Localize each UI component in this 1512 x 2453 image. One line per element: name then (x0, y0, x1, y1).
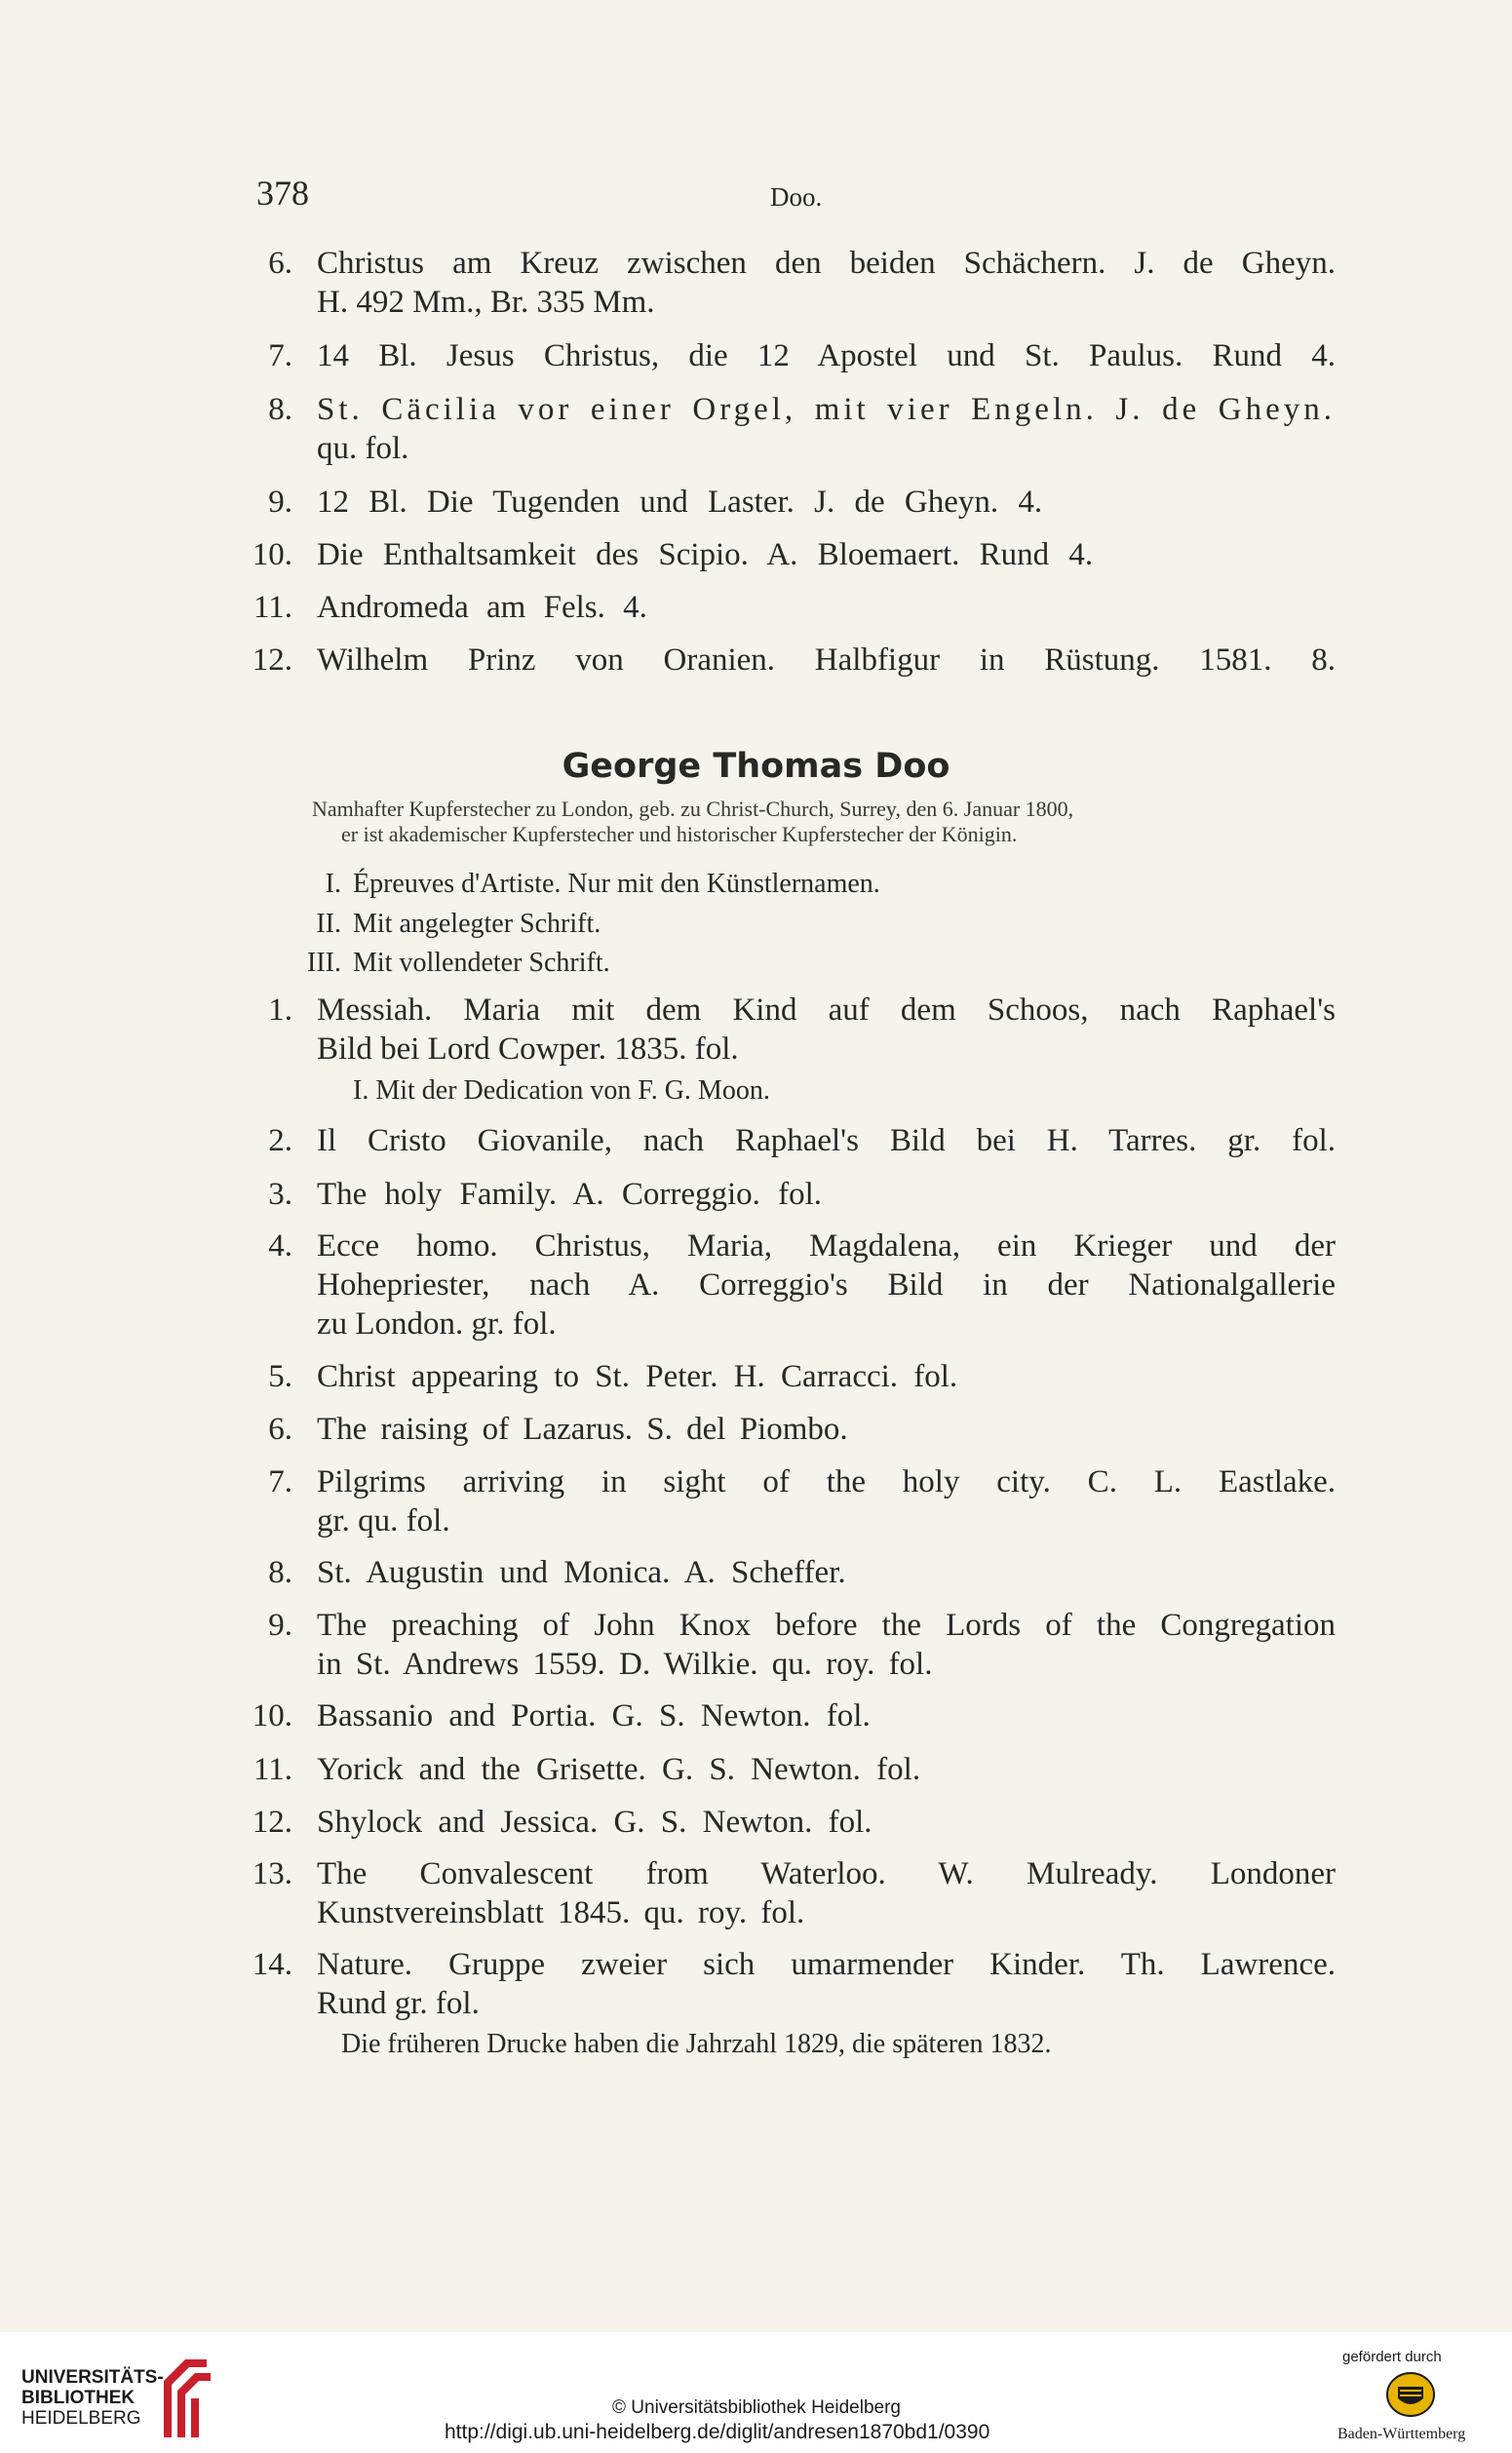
state-text: Épreuves d'Artiste. Nur mit den Künstlernamen. (353, 869, 880, 899)
list-item-line: zu London. gr. fol. (317, 1306, 557, 1342)
state-text: Mit angelegter Schrift. (353, 909, 601, 939)
list-item-line: Christus am Kreuz zwischen den beiden Schächern. J. de Gheyn. (317, 246, 1336, 281)
state-name: Baden-Württemberg (1338, 2426, 1466, 2442)
list-item-number: 10. (252, 537, 292, 572)
list-item-line: qu. fol. (317, 431, 409, 466)
list-item-number: 9. (268, 1608, 292, 1643)
list-item-number: 5. (268, 1359, 292, 1394)
list-item-line: Yorick and the Grisette. G. S. Newton. fol. (317, 1752, 921, 1787)
list-item-number: 1. (268, 993, 292, 1028)
list-item-number: 6. (268, 246, 292, 281)
list-item-number: 13. (252, 1856, 292, 1891)
list-item-subnote: I. Mit der Dedication von F. G. Moon. (353, 1075, 770, 1106)
state-number: I. (325, 869, 341, 899)
library-name-line: HEIDELBERG (21, 2408, 141, 2429)
list-item-line: The raising of Lazarus. S. del Piombo. (317, 1412, 848, 1447)
permalink[interactable]: http://digi.ub.uni-heidelberg.de/diglit/andresen1870bd1/0390 (445, 2421, 990, 2443)
list-item-number: 3. (268, 1177, 292, 1212)
running-title: Doo. (770, 182, 823, 212)
list-item-line: Andromeda am Fels. 4. (317, 590, 647, 625)
closing-note: Die früheren Drucke haben die Jahrzahl 1829, die späteren 1832. (341, 2029, 1052, 2059)
library-name-line: BIBLIOTHEK (21, 2388, 136, 2408)
library-name-line: UNIVERSITÄTS- (21, 2367, 164, 2388)
list-item-line: St. Cäcilia vor einer Orgel, mit vier Engeln. J. de Gheyn. (317, 392, 1336, 427)
copyright-text: © Universitätsbibliothek Heidelberg (612, 2397, 901, 2418)
list-item-line: 14 Bl. Jesus Christus, die 12 Apostel und St. Paulus. Rund 4. (317, 338, 1336, 373)
list-item-number: 7. (268, 338, 292, 373)
list-item-line: Kunstvereinsblatt 1845. qu. roy. fol. (317, 1895, 805, 1930)
list-item-number: 2. (268, 1123, 292, 1158)
list-item-number: 14. (252, 1947, 292, 1982)
library-logo-icon (156, 2352, 214, 2445)
state-text: Mit vollendeter Schrift. (353, 948, 610, 978)
bio-line: Namhafter Kupferstecher zu London, geb. zu Christ-Church, Surrey, den 6. Januar 1800, (312, 797, 1074, 821)
list-item-line: 12 Bl. Die Tugenden und Laster. J. de Gheyn. 4. (317, 485, 1043, 520)
list-item-line: The holy Family. A. Correggio. fol. (317, 1177, 823, 1212)
list-item-line: The preaching of John Knox before the Lords of the Congregation (317, 1608, 1336, 1643)
list-item-line: Wilhelm Prinz von Oranien. Halbfigur in Rüstung. 1581. 8. (317, 642, 1336, 678)
list-item-number: 11. (252, 590, 292, 625)
list-item-number: 11. (252, 1752, 292, 1787)
list-item-line: Hohepriester, nach A. Correggio's Bild in der Nationalgallerie (317, 1267, 1336, 1303)
funded-by-label: gefördert durch (1342, 2349, 1442, 2365)
page-number: 378 (256, 174, 309, 213)
list-item-number: 6. (268, 1412, 292, 1447)
list-item-line: gr. qu. fol. (317, 1503, 450, 1538)
list-item-line: H. 492 Mm., Br. 335 Mm. (317, 285, 655, 320)
list-item-line: The Convalescent from Waterloo. W. Mulready. Londoner (317, 1856, 1336, 1891)
list-item-number: 9. (268, 485, 292, 520)
coat-of-arms-icon (1382, 2369, 1439, 2420)
list-item-line: Nature. Gruppe zweier sich umarmender Kinder. Th. Lawrence. (317, 1947, 1336, 1982)
list-item-number: 7. (268, 1464, 292, 1499)
list-item-number: 12. (252, 642, 292, 678)
list-item-number: 4. (268, 1228, 292, 1264)
list-item-number: 8. (268, 1555, 292, 1590)
section-title: George Thomas Doo (562, 747, 950, 786)
list-item-line: Ecce homo. Christus, Maria, Magdalena, ein Krieger und der (317, 1228, 1336, 1264)
bio-line: er ist akademischer Kupferstecher und historischer Kupferstecher der Königin. (341, 822, 1018, 846)
state-number: II. (316, 909, 341, 939)
list-item-line: Pilgrims arriving in sight of the holy city. C. L. Eastlake. (317, 1464, 1336, 1499)
list-item-line: St. Augustin und Monica. A. Scheffer. (317, 1555, 846, 1590)
list-item-number: 12. (252, 1805, 292, 1840)
list-item-line: in St. Andrews 1559. D. Wilkie. qu. roy. fol. (317, 1647, 933, 1682)
list-item-number: 10. (252, 1698, 292, 1733)
state-number: III. (307, 948, 341, 978)
list-item-line: Christ appearing to St. Peter. H. Carracci. fol. (317, 1359, 958, 1394)
list-item-line: Rund gr. fol. (317, 1986, 480, 2021)
list-item-line: Bassanio and Portia. G. S. Newton. fol. (317, 1698, 871, 1733)
list-item-line: Shylock and Jessica. G. S. Newton. fol. (317, 1805, 872, 1840)
list-item-line: Bild bei Lord Cowper. 1835. fol. (317, 1032, 739, 1067)
library-logo-text[interactable] (21, 2367, 164, 2429)
list-item-line: Die Enthaltsamkeit des Scipio. A. Bloemaert. Rund 4. (317, 537, 1094, 572)
list-item-number: 8. (268, 392, 292, 427)
list-item-line: Il Cristo Giovanile, nach Raphael's Bild bei H. Tarres. gr. fol. (317, 1123, 1336, 1158)
list-item-line: Messiah. Maria mit dem Kind auf dem Schoos, nach Raphael's (317, 993, 1336, 1028)
